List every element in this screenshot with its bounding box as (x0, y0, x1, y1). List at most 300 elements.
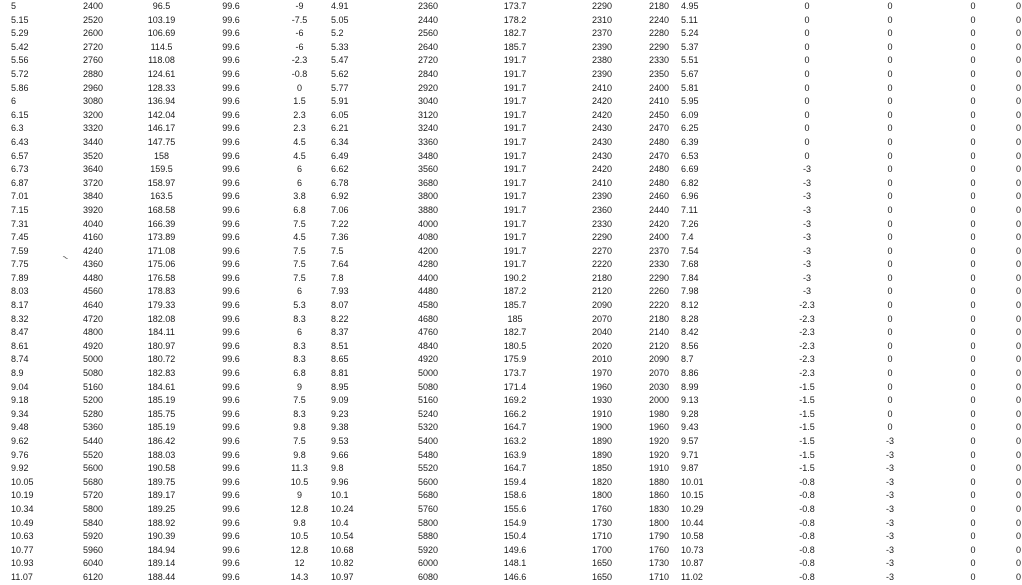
table-cell: 7.4 (681, 232, 694, 243)
table-cell: -3 (802, 177, 811, 188)
table-cell: 1830 (648, 503, 670, 514)
table-cell: 175.06 (147, 259, 176, 270)
table-cell: 7.54 (681, 245, 699, 256)
row-spacer (0, 150, 11, 164)
table-cell: 5360 (82, 422, 104, 433)
table-cell: 99.6 (222, 150, 240, 161)
table-row (0, 82, 1022, 96)
table-cell: 188.44 (147, 571, 176, 582)
row-spacer (0, 41, 11, 55)
table-cell: 0 (887, 368, 893, 379)
table-cell: 2760 (82, 55, 104, 66)
table-cell: 0 (970, 354, 976, 365)
table-cell: 155.6 (503, 503, 527, 514)
table-cell: 2430 (591, 136, 613, 147)
table-cell: 5800 (82, 503, 104, 514)
row-spacer (0, 109, 11, 123)
table-cell: -3 (885, 476, 894, 487)
table-cell: 8.3 (293, 408, 306, 419)
table-cell: -3 (885, 463, 894, 474)
table-cell: 9.92 (11, 463, 29, 474)
table-cell: 2480 (648, 177, 670, 188)
table-cell: 0 (1015, 449, 1021, 460)
table-cell: 2520 (82, 14, 104, 25)
table-cell: 186.42 (147, 436, 176, 446)
table-cell: 10.4 (331, 517, 349, 528)
table-row (0, 54, 1022, 68)
table-cell: 1730 (591, 517, 613, 528)
table-cell: 99.6 (222, 232, 240, 243)
table-cell: 8.86 (681, 368, 699, 379)
table-cell: 7.93 (331, 286, 349, 297)
table-cell: 2090 (591, 300, 613, 311)
table-cell: 136.94 (147, 96, 176, 107)
table-cell: 0 (1015, 476, 1021, 487)
table-cell: 0 (970, 272, 976, 283)
row-spacer (0, 204, 11, 218)
table-cell: 1760 (591, 503, 613, 514)
table-cell: 2390 (591, 68, 613, 79)
row-spacer (0, 408, 11, 422)
table-cell: 0 (1015, 14, 1021, 25)
table-cell: 9.66 (331, 449, 349, 460)
row-spacer (0, 163, 11, 177)
table-cell: 1860 (648, 490, 670, 501)
table-cell: 0 (887, 327, 893, 338)
table-cell: 2410 (648, 96, 670, 107)
table-row (0, 245, 1022, 259)
table-cell: 0 (804, 1, 810, 11)
table-cell: 10.58 (681, 531, 704, 542)
table-cell: 0 (970, 218, 976, 229)
table-cell: 0 (296, 82, 302, 93)
table-cell: 3440 (82, 136, 104, 147)
table-cell: 1910 (648, 463, 670, 474)
table-cell: 0 (887, 68, 893, 79)
table-row (0, 204, 1022, 218)
table-cell: 9.96 (331, 476, 349, 487)
table-cell: 2330 (648, 55, 670, 66)
table-cell: 0 (970, 96, 976, 107)
table-cell: 173.7 (503, 1, 527, 11)
table-cell: 10.19 (11, 490, 34, 501)
table-cell: 5600 (82, 463, 104, 474)
table-cell: 0 (970, 558, 976, 569)
table-cell: 0 (1015, 436, 1021, 446)
table-cell: 182.7 (503, 327, 527, 338)
table-cell: 6.05 (331, 109, 349, 120)
table-cell: 5000 (417, 368, 439, 379)
table-cell: 2290 (648, 41, 670, 52)
table-cell: 10.15 (681, 490, 704, 501)
table-cell: 0 (1015, 340, 1021, 351)
table-cell: 0 (1015, 218, 1021, 229)
table-cell: 191.7 (503, 68, 527, 79)
table-cell: 1880 (648, 476, 670, 487)
table-cell: 1800 (591, 490, 613, 501)
table-row (0, 150, 1022, 164)
table-cell: 7.84 (681, 272, 699, 283)
table-cell: 8.32 (11, 313, 29, 324)
table-cell: 2390 (591, 191, 613, 202)
table-row (0, 353, 1022, 367)
table-cell: 1790 (648, 531, 670, 542)
table-cell: 164.7 (503, 463, 527, 474)
table-cell: 11.3 (291, 463, 308, 474)
table-cell: 0 (1015, 327, 1021, 338)
table-cell: 10.63 (11, 531, 34, 542)
table-cell: 2310 (591, 14, 613, 25)
table-cell: 7.8 (331, 272, 344, 283)
table-cell: 9.8 (331, 463, 344, 474)
table-cell: 10.93 (11, 558, 34, 569)
table-cell: 1920 (648, 436, 670, 446)
table-cell: 0 (1015, 300, 1021, 311)
table-cell: 182.7 (503, 28, 527, 39)
table-cell: 0 (887, 245, 893, 256)
table-cell: 6000 (417, 558, 439, 569)
table-cell: 2920 (417, 82, 439, 93)
table-cell: 7.5 (293, 272, 306, 283)
table-cell: 10.5 (290, 531, 309, 542)
table-cell: 0 (970, 68, 976, 79)
table-cell: 7.26 (681, 218, 699, 229)
table-cell: 2180 (648, 313, 670, 324)
table-cell: 189.17 (147, 490, 176, 501)
row-spacer (0, 530, 11, 544)
table-cell: 99.6 (222, 436, 240, 446)
table-cell: 0 (1015, 259, 1021, 270)
table-cell: 148.1 (503, 558, 527, 569)
table-cell: 0 (887, 300, 893, 311)
table-cell: 7.11 (681, 204, 698, 215)
table-cell: 0 (804, 123, 810, 134)
table-cell: 180.5 (503, 340, 527, 351)
table-cell: 171.08 (147, 245, 176, 256)
table-cell: 2470 (648, 123, 670, 134)
table-cell: 0 (970, 300, 976, 311)
table-cell: -1.5 (799, 422, 815, 433)
table-cell: 99.6 (222, 96, 240, 107)
row-spacer (0, 503, 11, 517)
table-cell: -2.3 (799, 300, 815, 311)
table-row (0, 109, 1022, 123)
row-spacer (0, 557, 11, 571)
table-cell: 2460 (648, 191, 670, 202)
table-cell: -9 (295, 1, 304, 11)
table-cell: 5.15 (11, 14, 29, 25)
table-cell: 0 (887, 286, 893, 297)
table-cell: 124.61 (147, 68, 176, 79)
table-cell: 0 (970, 531, 976, 542)
table-cell: 0 (1015, 544, 1021, 555)
table-cell: 10.82 (331, 558, 354, 569)
table-cell: 99.6 (222, 286, 240, 297)
table-cell: 8.56 (681, 340, 699, 351)
table-row (0, 68, 1022, 82)
table-cell: 5920 (82, 531, 104, 542)
table-row (0, 462, 1022, 476)
table-cell: 3120 (417, 109, 439, 120)
table-cell: 0 (1015, 68, 1021, 79)
table-cell: 1650 (591, 571, 613, 582)
table-row (0, 258, 1022, 272)
table-cell: 8.61 (11, 340, 29, 351)
table-row (0, 177, 1022, 191)
row-spacer (0, 14, 11, 28)
table-cell: 0 (804, 150, 810, 161)
table-cell: 173.89 (147, 232, 176, 243)
table-cell: 8.99 (681, 381, 699, 392)
table-row (0, 136, 1022, 150)
row-spacer (0, 285, 11, 299)
table-cell: 3800 (417, 191, 439, 202)
table-cell: 0 (887, 191, 893, 202)
table-cell: 0 (804, 41, 810, 52)
table-cell: 0 (1015, 272, 1021, 283)
table-cell: 0 (887, 408, 893, 419)
table-cell: 5760 (417, 503, 439, 514)
table-cell: 2290 (591, 1, 613, 11)
row-spacer (0, 421, 11, 435)
table-cell: 189.14 (147, 558, 176, 569)
table-cell: 4.95 (681, 1, 699, 11)
table-cell: 0 (1015, 368, 1021, 379)
table-cell: 10.1 (331, 490, 349, 501)
table-cell: 8.28 (681, 313, 699, 324)
row-spacer (0, 313, 11, 327)
table-cell: 4680 (417, 313, 439, 324)
table-cell: 9.57 (681, 436, 699, 446)
table-cell: 0 (887, 313, 893, 324)
table-cell: -2.3 (799, 313, 815, 324)
table-cell: -3 (802, 272, 811, 283)
table-cell: 164.7 (503, 422, 527, 433)
table-cell: 0 (887, 422, 893, 433)
table-cell: 10.77 (11, 544, 34, 555)
table-cell: 0 (1015, 245, 1021, 256)
table-cell: 10.29 (681, 503, 704, 514)
table-cell: 7.5 (293, 259, 306, 270)
table-cell: 9.48 (11, 422, 29, 433)
table-cell: 4480 (82, 272, 104, 283)
table-cell: 10.54 (331, 531, 354, 542)
table-cell: 5000 (82, 354, 104, 365)
table-cell: 9.04 (11, 381, 29, 392)
table-cell: 2420 (648, 218, 670, 229)
table-cell: 2260 (648, 286, 670, 297)
table-cell: 2070 (591, 313, 613, 324)
table-cell: -3 (885, 436, 894, 446)
table-cell: 6 (296, 286, 302, 297)
table-cell: -3 (802, 218, 811, 229)
table-cell: 4840 (417, 340, 439, 351)
table-row (0, 326, 1022, 340)
table-cell: 0 (970, 41, 976, 52)
table-cell: 2010 (591, 354, 613, 365)
table-cell: 3040 (417, 96, 439, 107)
table-cell: 0 (1015, 517, 1021, 528)
table-cell: 1.5 (293, 96, 306, 107)
table-row (0, 489, 1022, 503)
table-cell: 191.7 (503, 232, 527, 243)
table-row (0, 435, 1022, 449)
table-cell: 2720 (417, 55, 439, 66)
table-cell: 10.73 (681, 544, 704, 555)
table-cell: 99.6 (222, 449, 240, 460)
table-cell: -2.3 (291, 55, 308, 66)
table-cell: 9.8 (293, 517, 306, 528)
table-cell: 4.91 (331, 1, 349, 11)
table-cell: 10.05 (11, 476, 34, 487)
table-cell: -3 (885, 490, 894, 501)
table-cell: 2120 (648, 340, 670, 351)
table-cell: 6.25 (681, 123, 699, 134)
table-cell: 6.15 (11, 109, 29, 120)
table-cell: 4040 (82, 218, 104, 229)
table-cell: 0 (1015, 490, 1021, 501)
table-cell: -1.5 (799, 395, 815, 406)
table-cell: 154.9 (503, 517, 527, 528)
table-cell: 6.3 (11, 123, 24, 134)
table-cell: 2220 (591, 259, 613, 270)
table-row (0, 421, 1022, 435)
table-cell: 9.13 (681, 395, 699, 406)
table-cell: 3480 (417, 150, 439, 161)
table-cell: 8.9 (11, 368, 24, 379)
table-cell: 2280 (648, 28, 670, 39)
table-cell: 6.09 (681, 109, 699, 120)
table-cell: 191.7 (503, 109, 527, 120)
table-cell: 106.69 (147, 28, 176, 39)
row-spacer (0, 82, 11, 96)
table-cell: -3 (885, 517, 894, 528)
table-cell: -1.5 (799, 436, 815, 446)
table-cell: 0 (1015, 313, 1021, 324)
table-cell: 99.6 (222, 503, 240, 514)
table-cell: 2.3 (293, 109, 306, 120)
table-cell: 9.28 (681, 408, 699, 419)
table-cell: 176.58 (147, 272, 176, 283)
table-cell: 0 (887, 395, 893, 406)
table-cell: 169.2 (503, 395, 527, 406)
table-cell: 188.03 (147, 449, 176, 460)
table-cell: 99.6 (222, 164, 240, 175)
table-cell: 7.31 (11, 218, 29, 229)
table-cell: 5600 (417, 476, 439, 487)
table-cell: 2360 (591, 204, 613, 215)
table-cell: 187.2 (503, 286, 527, 297)
table-cell: 0 (887, 177, 893, 188)
table-cell: -3 (885, 531, 894, 542)
table-cell: 5680 (417, 490, 439, 501)
table-cell: 7.36 (331, 232, 349, 243)
table-cell: 9.8 (293, 422, 306, 433)
table-cell: 0 (970, 28, 976, 39)
table-cell: 8.51 (331, 340, 349, 351)
table-cell: 1960 (648, 422, 670, 433)
table-cell: 5.56 (11, 55, 29, 66)
row-spacer (0, 0, 11, 14)
table-row (0, 272, 1022, 286)
table-cell: 0 (970, 191, 976, 202)
table-cell: 99.6 (222, 368, 240, 379)
table-cell: 0 (804, 82, 810, 93)
table-cell: 4480 (417, 286, 439, 297)
table-cell: 6.49 (331, 150, 349, 161)
table-cell: 0 (1015, 82, 1021, 93)
table-cell: 3920 (82, 204, 104, 215)
table-cell: 0 (970, 232, 976, 243)
table-cell: 6 (296, 177, 302, 188)
table-cell: 11.07 (11, 571, 33, 582)
table-cell: 150.4 (503, 531, 527, 542)
table-cell: 9.71 (681, 449, 699, 460)
table-cell: 8.3 (293, 340, 306, 351)
table-cell: -3 (802, 191, 811, 202)
table-cell: 1980 (648, 408, 670, 419)
table-cell: 188.92 (147, 517, 176, 528)
table-cell: 2480 (648, 136, 670, 147)
table-cell: 7.68 (681, 259, 699, 270)
table-cell: 4.5 (293, 150, 306, 161)
table-cell: 7.5 (293, 395, 306, 406)
table-cell: 2420 (591, 164, 613, 175)
table-cell: 0 (970, 476, 976, 487)
table-cell: 5840 (82, 517, 104, 528)
table-cell: 184.94 (147, 544, 176, 555)
table-cell: 6120 (82, 571, 104, 582)
table-cell: 0 (804, 28, 810, 39)
table-cell: 6.53 (681, 150, 699, 161)
table-cell: 147.75 (147, 136, 176, 147)
table-cell: 2410 (591, 177, 613, 188)
table-cell: 0 (887, 109, 893, 120)
table-cell: -0.8 (799, 558, 815, 569)
table-cell: 1820 (591, 476, 613, 487)
row-spacer (0, 27, 11, 41)
table-row (0, 408, 1022, 422)
table-cell: 8.17 (11, 300, 29, 311)
table-cell: 2270 (591, 245, 613, 256)
table-cell: 175.9 (503, 354, 527, 365)
table-row (0, 163, 1022, 177)
table-cell: 99.6 (222, 422, 240, 433)
table-cell: 2120 (591, 286, 613, 297)
table-cell: 5.95 (681, 96, 699, 107)
table-cell: 1970 (591, 368, 613, 379)
table-cell: 2350 (648, 68, 670, 79)
table-cell: 8.42 (681, 327, 699, 338)
table-cell: 9.34 (11, 408, 29, 419)
table-cell: 0 (1015, 28, 1021, 39)
table-cell: 0 (804, 136, 810, 147)
table-cell: 4.5 (293, 232, 306, 243)
table-cell: 0 (970, 368, 976, 379)
table-cell: 99.6 (222, 354, 240, 365)
table-cell: 7.64 (331, 259, 349, 270)
table-cell: 8.37 (331, 327, 349, 338)
row-spacer (0, 476, 11, 490)
table-cell: 0 (1015, 150, 1021, 161)
table-row (0, 285, 1022, 299)
table-cell: 4920 (82, 340, 104, 351)
row-spacer (0, 299, 11, 313)
table-cell: 4560 (82, 286, 104, 297)
table-cell: 158 (153, 150, 170, 161)
table-cell: 99.6 (222, 300, 240, 311)
table-cell: 0 (887, 204, 893, 215)
